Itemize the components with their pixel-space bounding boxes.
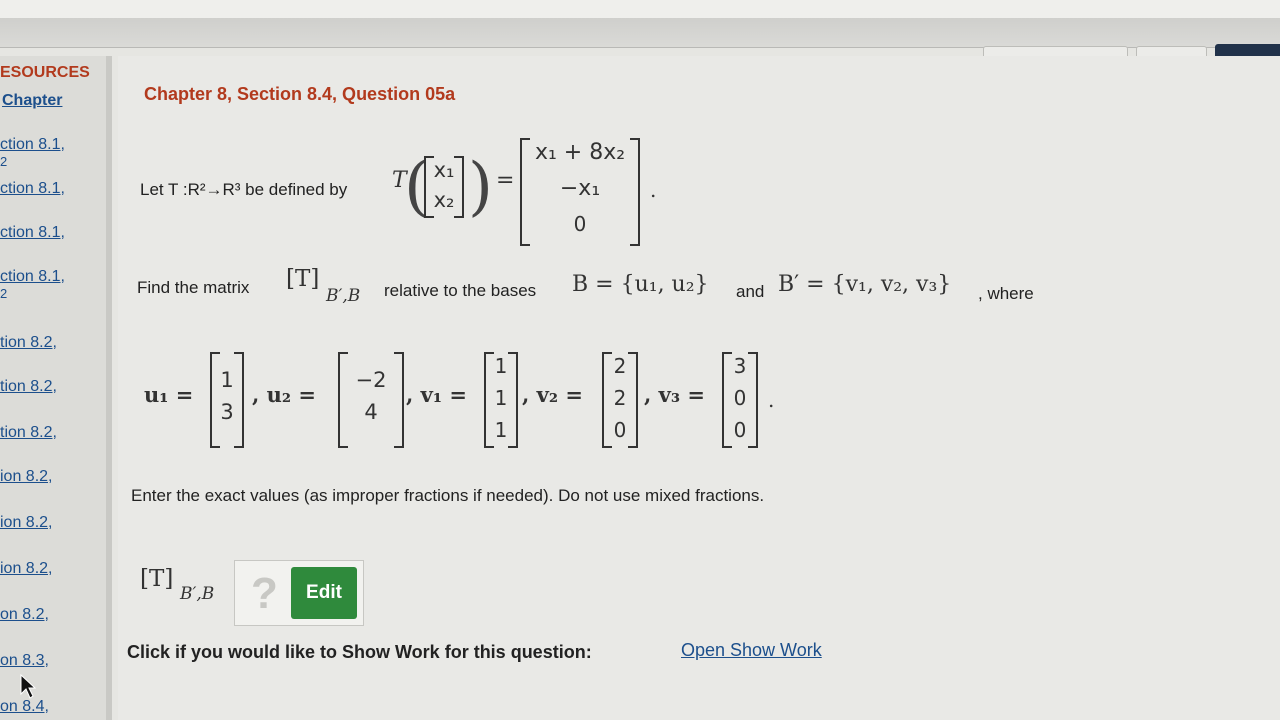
edit-button[interactable]: Edit: [291, 567, 357, 619]
sidebar-item-section[interactable]: ction 8.1,: [0, 268, 65, 285]
definition-text: Let T :R²→R³ be defined by: [140, 180, 348, 199]
v2-entry-1: 2: [613, 354, 627, 378]
input-x2: x₂: [433, 188, 455, 212]
matrix-symbol: [T]: [286, 266, 320, 292]
matrix-subscript: B′,B: [326, 286, 361, 306]
v3-label: , v₃ =: [644, 382, 705, 407]
left-paren: (: [404, 150, 429, 224]
v3-entry-2: 0: [733, 386, 747, 410]
v1-entry-1: 1: [494, 354, 508, 378]
v2-label: , v₂ =: [522, 382, 583, 407]
output-row-3: 0: [573, 212, 587, 236]
u1-entry-2: 3: [220, 400, 234, 424]
sidebar-chapter-link[interactable]: Chapter: [2, 92, 63, 109]
basis-b: B = {u₁, u₂}: [572, 272, 709, 297]
relative-text: relative to the bases: [384, 281, 537, 300]
equals-sign: =: [496, 168, 515, 193]
basis-b-prime: B′ = {v₁, v₂, v₃}: [778, 272, 952, 297]
output-row-1: x₁ + 8x₂: [534, 140, 626, 165]
answer-placeholder: ?: [251, 569, 278, 618]
sidebar-item-section[interactable]: on 8.2,: [0, 606, 49, 623]
window-top-strip: [0, 0, 1280, 18]
u2-label: , u₂ =: [252, 382, 316, 407]
sidebar-item-section[interactable]: on 8.3,: [0, 652, 49, 669]
v1-vector: [484, 352, 518, 448]
input-vector: [424, 156, 464, 218]
u1-entry-1: 1: [220, 368, 234, 392]
show-work-prompt: Click if you would like to Show Work for this question:: [127, 642, 592, 662]
sidebar-item-section[interactable]: ction 8.1,: [0, 180, 65, 197]
sidebar-title: ESOURCES: [0, 64, 90, 81]
sidebar-item-section[interactable]: ion 8.2,: [0, 514, 53, 531]
u1-vector: [210, 352, 244, 448]
sidebar-item-number: 2: [0, 286, 8, 301]
transform-symbol: T: [392, 168, 407, 193]
resources-sidebar: [0, 56, 112, 720]
sidebar-item-section[interactable]: ction 8.1,: [0, 224, 65, 241]
question-title: Chapter 8, Section 8.4, Question 05a: [144, 84, 456, 104]
where-text: , where: [978, 284, 1034, 303]
mouse-cursor-icon: [20, 674, 36, 700]
vectors-period: .: [768, 388, 775, 412]
sidebar-item-section[interactable]: on 8.4,: [0, 698, 49, 715]
u2-entry-1: −2: [355, 368, 387, 392]
definition-period: .: [650, 178, 657, 202]
answer-matrix-symbol: [T]: [140, 566, 174, 592]
question-panel: [118, 56, 1280, 720]
open-show-work-link[interactable]: Open Show Work: [681, 640, 822, 660]
v3-entry-1: 3: [733, 354, 747, 378]
v1-label: , v₁ =: [406, 382, 467, 407]
v3-entry-3: 0: [733, 418, 747, 442]
u1-label: u₁ =: [144, 382, 194, 407]
input-x1: x₁: [433, 158, 455, 182]
sidebar-item-section[interactable]: ion 8.2,: [0, 468, 53, 485]
sidebar-item-section[interactable]: tion 8.2,: [0, 378, 57, 395]
u2-entry-2: 4: [364, 400, 378, 424]
answer-box[interactable]: [234, 560, 364, 626]
answer-matrix-subscript: B′,B: [180, 584, 215, 604]
v1-entry-2: 1: [494, 386, 508, 410]
v2-entry-3: 0: [613, 418, 627, 442]
instructions-text: Enter the exact values (as improper fractions if needed). Do not use mixed fractions.: [131, 486, 765, 505]
v2-entry-2: 2: [613, 386, 627, 410]
output-row-2: −x₁: [559, 176, 601, 201]
v2-vector: [602, 352, 638, 448]
sidebar-item-section[interactable]: tion 8.2,: [0, 424, 57, 441]
v3-vector: [722, 352, 758, 448]
v1-entry-3: 1: [494, 418, 508, 442]
output-vector: [520, 138, 640, 246]
sidebar-item-number: 2: [0, 154, 8, 169]
sidebar-item-section[interactable]: tion 8.2,: [0, 334, 57, 351]
find-text: Find the matrix: [137, 278, 250, 297]
u2-vector: [338, 352, 404, 448]
sidebar-item-section[interactable]: ction 8.1,: [0, 136, 65, 153]
sidebar-item-section[interactable]: ion 8.2,: [0, 560, 53, 577]
right-paren: ): [468, 150, 493, 224]
and-text: and: [736, 282, 765, 301]
